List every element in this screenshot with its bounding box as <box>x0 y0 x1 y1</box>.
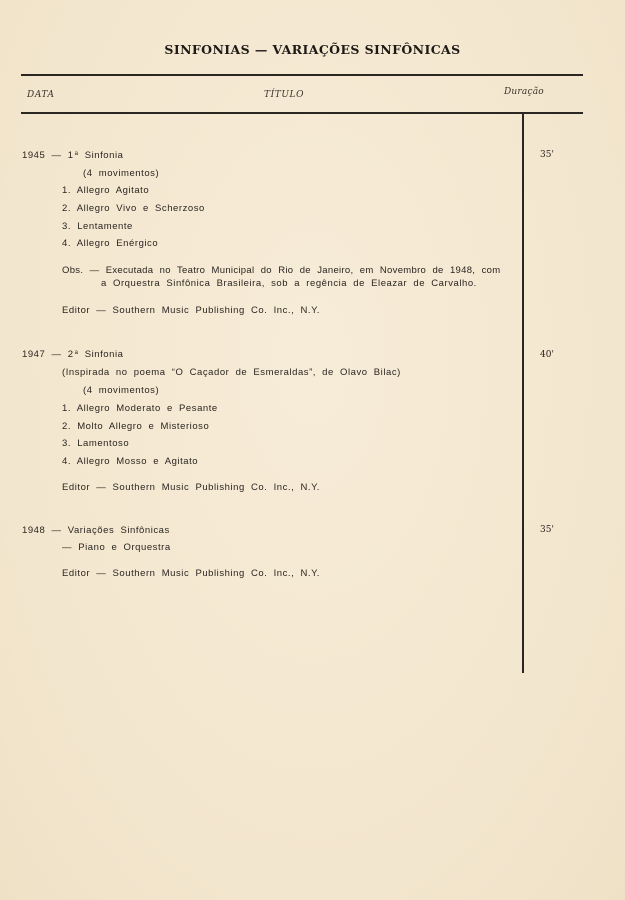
entry-ordinal: 2 <box>67 349 74 360</box>
entry-1-obs-line-2: a Orquestra Sinfônica Brasileira, sob a regência de Eleazar de Carvalho. <box>101 278 477 289</box>
page-title: SINFONIAS — VARIAÇÕES SINFÔNICAS <box>164 42 461 57</box>
movement-item: 3. Lentamente <box>62 221 133 232</box>
entry-title: Sinfonia <box>84 349 124 360</box>
movement-item: 1. Allegro Agitato <box>62 185 150 196</box>
entry-1-duration: 35' <box>540 150 554 160</box>
movement-item: 2. Molto Allegro e Misterioso <box>62 421 210 432</box>
entry-year: 1945 — <box>22 150 62 161</box>
entry-ordinal: 1 <box>67 150 74 161</box>
entry-ordinal-sup: a <box>74 350 79 356</box>
column-header-data: DATA <box>27 90 55 100</box>
entry-2-editor: Editor — Southern Music Publishing Co. Inc., N.Y. <box>62 482 320 493</box>
entry-2-subtitle: (4 movimentos) <box>83 385 160 396</box>
column-header-duracao: Duração <box>504 87 544 97</box>
entry-2-heading <box>22 349 123 360</box>
movement-item: 3. Lamentoso <box>62 438 130 449</box>
column-header-titulo: TÍTULO <box>264 90 305 100</box>
entry-2-inspiration: (Inspirada no poema “O Caçador de Esmeraldas”, de Olavo Bilac) <box>62 367 401 378</box>
entry-year: 1947 — <box>22 349 62 360</box>
entry-3-subtitle: — Piano e Orquestra <box>62 542 171 553</box>
entry-ordinal-sup: a <box>74 151 79 157</box>
header-bottom-rule <box>21 112 583 114</box>
duration-column-divider <box>522 113 524 673</box>
movement-item: 2. Allegro Vivo e Scherzoso <box>62 203 205 214</box>
entry-title: Sinfonia <box>84 150 124 161</box>
entry-3-heading <box>22 525 170 536</box>
movement-item: 1. Allegro Moderato e Pesante <box>62 403 218 414</box>
header-top-rule <box>21 74 583 76</box>
entry-1-obs-line-1: Obs. — Executada no Teatro Municipal do Rio de Janeiro, em Novembro de 1948, com <box>62 265 501 276</box>
entry-3-duration: 35' <box>540 525 554 535</box>
entry-1-editor: Editor — Southern Music Publishing Co. Inc., N.Y. <box>62 305 320 316</box>
entry-title: Variações Sinfônicas <box>67 525 170 536</box>
entry-3-editor: Editor — Southern Music Publishing Co. Inc., N.Y. <box>62 568 320 579</box>
entry-year: 1948 — <box>22 525 62 536</box>
entry-1-subtitle: (4 movimentos) <box>83 168 160 179</box>
movement-item: 4. Allegro Enérgico <box>62 238 159 249</box>
entry-2-duration: 40' <box>540 350 554 360</box>
movement-item: 4. Allegro Mosso e Agitato <box>62 456 199 467</box>
entry-1-heading <box>22 150 123 161</box>
